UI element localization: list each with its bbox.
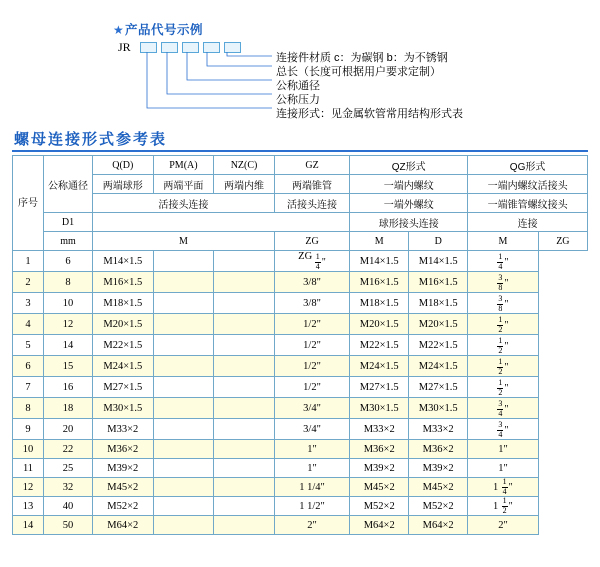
cell-dn: 40 [44,497,93,516]
header-blank-4 [93,213,350,232]
cell-q: M45×2 [93,478,154,497]
cell-qg-m: $\frac{1}{2}$ " [468,377,539,398]
cell-nz [214,440,275,459]
header-group-pm: PM(A) [153,156,214,175]
header-group-gz: GZ [274,156,349,175]
cell-gz: 3/4" [274,419,349,440]
cell-qz-m: M33×2 [350,419,409,440]
table-row [13,419,588,440]
table-row [13,356,588,377]
cell-qg-m: $\frac{1}{2}$ " [468,335,539,356]
table-row [13,440,588,459]
legend-nominal-diameter: 公称通径 [276,80,320,92]
cell-gz: 1/2" [274,356,349,377]
cell-seq: 1 [13,251,44,272]
header-unit-mm: mm [44,232,93,251]
cell-qz-m: M36×2 [350,440,409,459]
cell-gz: 1 1/4" [274,478,349,497]
header-sym-zg2: ZG [538,232,587,251]
cell-qg-m: $\frac{1}{2}$ " [468,314,539,335]
header-sym-m: M [93,232,275,251]
table-row [13,398,588,419]
cell-nz [214,293,275,314]
cell-qz-m: M52×2 [350,497,409,516]
header-pm-desc: 两端平面 [153,175,214,194]
cell-seq: 14 [13,516,44,535]
cell-dn: 10 [44,293,93,314]
cell-qz-d: M33×2 [409,419,468,440]
cell-qz-d: M39×2 [409,459,468,478]
cell-qg-m: 1 $\frac{1}{2}$ " [468,497,539,516]
cell-seq: 5 [13,335,44,356]
cell-qz-m: M27×1.5 [350,377,409,398]
cell-nz [214,251,275,272]
header-qg-connect: 一端锥管螺纹接头 [468,194,588,213]
cell-seq: 2 [13,272,44,293]
header-qz-desc: 一端内螺纹 [350,175,468,194]
header-seq [13,156,44,251]
cell-pm [153,440,214,459]
table-row [13,251,588,272]
cell-qg-m: $\frac{1}{2}$ " [468,356,539,377]
cell-seq: 11 [13,459,44,478]
cell-qg-m: 1" [468,459,539,478]
star-icon: ★ [113,23,124,37]
cell-gz: 3/8" [274,293,349,314]
cell-qg-m: 2" [468,516,539,535]
cell-nz [214,478,275,497]
cell-pm [153,356,214,377]
header-sym-d: D [409,232,468,251]
cell-dn: 6 [44,251,93,272]
legend-total-length: 总长（长度可根据用户要求定制） [276,66,441,78]
cell-seq: 9 [13,419,44,440]
diagram-title: 产品代号示例 [125,23,204,37]
cell-qz-d: M36×2 [409,440,468,459]
cell-pm [153,497,214,516]
table-row [13,497,588,516]
header-sym-m2: M [350,232,409,251]
cell-pm [153,251,214,272]
cell-nz [214,398,275,419]
cell-qz-d: M64×2 [409,516,468,535]
cell-dn: 22 [44,440,93,459]
table-row [13,272,588,293]
cell-nz [214,377,275,398]
cell-seq: 8 [13,398,44,419]
cell-pm [153,293,214,314]
cell-nz [214,419,275,440]
cell-gz: 3/8" [274,272,349,293]
table-row [13,314,588,335]
cell-qz-m: M16×1.5 [350,272,409,293]
cell-q: M20×1.5 [93,314,154,335]
header-row-2 [13,175,588,194]
cell-dn: 20 [44,419,93,440]
legend-connection-type: 连接形式：见金属软管常用结构形式表 [276,108,463,120]
cell-pm [153,398,214,419]
cell-pm [153,419,214,440]
cell-nz [214,356,275,377]
legend-material: 连接件材质 c：为碳钢 b：为不锈钢 [276,52,448,64]
header-qz-ball: 球形接头连接 [350,213,468,232]
table-row [13,293,588,314]
cell-qz-m: M24×1.5 [350,356,409,377]
cell-qz-m: M22×1.5 [350,335,409,356]
cell-gz: 1 1/2" [274,497,349,516]
table-row [13,335,588,356]
header-gz-desc: 两端锥管 [274,175,349,194]
cell-dn: 32 [44,478,93,497]
cell-nz [214,272,275,293]
cell-q: M14×1.5 [93,251,154,272]
cell-qz-m: M14×1.5 [350,251,409,272]
cell-q: M36×2 [93,440,154,459]
cell-pm [153,459,214,478]
cell-pm [153,335,214,356]
header-row-4 [13,213,588,232]
cell-gz: ZG $\frac{1}{4}$ " [274,251,349,272]
cell-qg-m: $\frac{3}{4}$ " [468,398,539,419]
cell-dn: 50 [44,516,93,535]
cell-pm [153,272,214,293]
legend-nominal-pressure: 公称压力 [276,94,320,106]
header-dn-label: 公称通径 [48,180,88,192]
cell-qz-d: M22×1.5 [409,335,468,356]
cell-seq: 13 [13,497,44,516]
cell-q: M24×1.5 [93,356,154,377]
cell-qz-d: M18×1.5 [409,293,468,314]
header-group-q: Q(D) [93,156,154,175]
cell-qg-m: $\frac{3}{8}$ " [468,293,539,314]
cell-dn: 15 [44,356,93,377]
header-qg-desc: 一端内螺纹活接头 [468,175,588,194]
cell-q: M33×2 [93,419,154,440]
cell-gz: 2" [274,516,349,535]
cell-nz [214,459,275,478]
cell-qz-d: M30×1.5 [409,398,468,419]
header-nz-desc: 两端内维 [214,175,275,194]
cell-seq: 3 [13,293,44,314]
header-qg-connect2: 连接 [468,213,588,232]
cell-gz: 1/2" [274,335,349,356]
header-row-3 [13,194,588,213]
cell-q: M30×1.5 [93,398,154,419]
table-row [13,516,588,535]
cell-seq: 7 [13,377,44,398]
cell-dn: 16 [44,377,93,398]
cell-qz-m: M39×2 [350,459,409,478]
cell-q: M18×1.5 [93,293,154,314]
cell-dn: 12 [44,314,93,335]
cell-q: M39×2 [93,459,154,478]
cell-q: M52×2 [93,497,154,516]
cell-qz-m: M64×2 [350,516,409,535]
cell-qg-m: $\frac{3}{4}$ " [468,419,539,440]
header-dn [44,156,93,213]
cell-qz-d: M45×2 [409,478,468,497]
table-row [13,377,588,398]
table-header [13,156,588,251]
table-body [13,251,588,535]
cell-qg-m: 1 $\frac{1}{4}$ " [468,478,539,497]
table-row [13,478,588,497]
header-q-desc: 两端球形 [93,175,154,194]
cell-gz: 3/4" [274,398,349,419]
cell-qg-m: $\frac{3}{8}$ " [468,272,539,293]
cell-qg-m: 1" [468,440,539,459]
cell-pm [153,377,214,398]
header-d1: D1 [44,213,93,232]
header-row-5 [13,232,588,251]
header-row-1 [13,156,588,175]
cell-pm [153,314,214,335]
cell-qz-d: M52×2 [409,497,468,516]
table-row [13,459,588,478]
cell-qz-m: M20×1.5 [350,314,409,335]
cell-dn: 25 [44,459,93,478]
cell-qz-d: M16×1.5 [409,272,468,293]
header-sym-zg: ZG [274,232,349,251]
cell-nz [214,314,275,335]
section-divider [12,150,588,152]
cell-seq: 4 [13,314,44,335]
header-group-nz: NZ(C) [214,156,275,175]
cell-dn: 14 [44,335,93,356]
cell-nz [214,335,275,356]
cell-qz-m: M18×1.5 [350,293,409,314]
cell-dn: 8 [44,272,93,293]
cell-dn: 18 [44,398,93,419]
cell-gz: 1/2" [274,314,349,335]
cell-q: M16×1.5 [93,272,154,293]
cell-nz [214,516,275,535]
cell-qz-d: M14×1.5 [409,251,468,272]
cell-q: M27×1.5 [93,377,154,398]
cell-gz: 1/2" [274,377,349,398]
header-group-qg: QG形式 [468,156,588,175]
header-sym-m3: M [468,232,539,251]
header-left-connect: 活接头连接 [93,194,275,213]
cell-qz-m: M30×1.5 [350,398,409,419]
cell-seq: 6 [13,356,44,377]
cell-pm [153,478,214,497]
nut-connection-table [12,155,588,535]
cell-seq: 12 [13,478,44,497]
cell-nz [214,497,275,516]
cell-qg-m: $\frac{1}{4}$ " [468,251,539,272]
header-seq-label: 序号 [18,197,38,209]
cell-qz-m: M45×2 [350,478,409,497]
header-group-qz: QZ形式 [350,156,468,175]
cell-qz-d: M27×1.5 [409,377,468,398]
cell-q: M22×1.5 [93,335,154,356]
cell-q: M64×2 [93,516,154,535]
header-gz-connect: 活接头连接 [274,194,349,213]
header-qz-connect: 一端外螺纹 [350,194,468,213]
cell-qz-d: M24×1.5 [409,356,468,377]
code-prefix: JR [118,40,131,54]
cell-gz: 1" [274,459,349,478]
product-code-diagram [0,0,600,120]
cell-qz-d: M20×1.5 [409,314,468,335]
cell-gz: 1" [274,440,349,459]
cell-pm [153,516,214,535]
cell-seq: 10 [13,440,44,459]
section-title: 螺母连接形式参考表 [14,131,168,148]
